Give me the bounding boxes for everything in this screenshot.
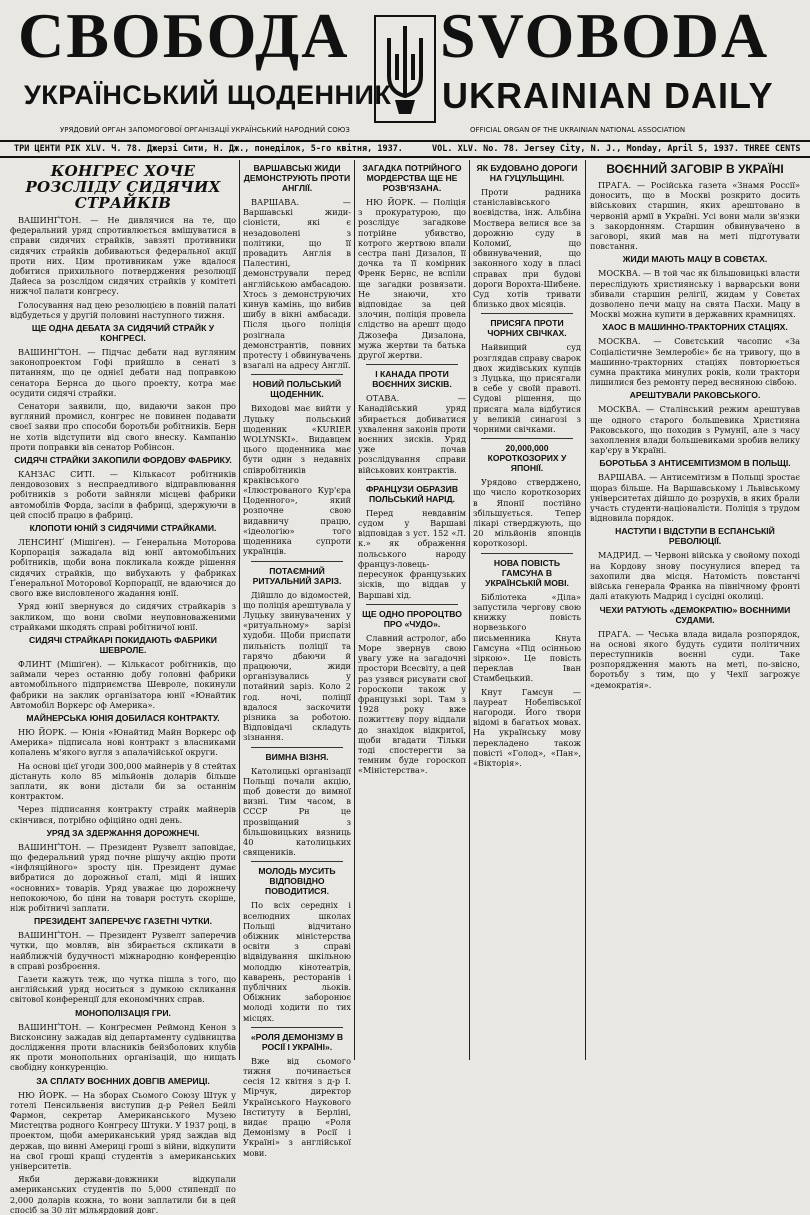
divider: [366, 479, 458, 480]
article-headline: УРЯД ЗА ЗДЕРЖАННЯ ДОРОЖНЕЧІ.: [46, 827, 200, 838]
article-headline: 20,000,000 КОРОТКОЗОРИХ У ЯПОНІЇ.: [487, 443, 567, 474]
article-paragraph: Газети кажуть теж, що чутка пішла з того, що англійський уряд носиться з думкою скликання світової конференції для економічних справ.: [10, 973, 236, 1005]
article-paragraph: ВАШИНҐТОН. — Підчас дебати над вугляним законопроектом Гофі прийшло в сенаті з питанням, що це однієї дебати над поправкою сенатора Бернса до цього проекту, котра має осудити сидячі страйки.: [10, 347, 236, 398]
column-rule: [239, 160, 240, 1060]
column-1: [10, 160, 236, 1215]
article-paragraph: МОСКВА. — Сталінський режим арештував ще одного старого большевика Християна Раковського, що походив з Румунії, але з часу захоплення влади большевиками зробив велику кар'єру в Україні.: [590, 404, 800, 456]
article-paragraph: Уряд юнії звернувся до сидячих страйкарів з закликом, що вони своїми неуповноваженими страйками шкодять справі робітничої юнії.: [10, 601, 236, 632]
article-paragraph: ЛЕНСИНҐ (Мішіґен). — Ґенеральна Моторова Корпорація зажадала від юнії автомобільних робітників, щоби вона покликала кожде рішення сидячих страйків, що вибухають у фабриках Ґенеральної Моторової Корпорації, не вдаючися до свого вже висловленого жадання юнії.: [10, 537, 236, 599]
article-paragraph: Кнут Гамсун — лауреат Нобелівської нагороди. Його твори відомі в багатьох мовах. На українську мову перекладено також повісті «Голод», «Пан», «Вікторія».: [473, 686, 581, 768]
article-paragraph: ВАШИНҐТОН. — Конґресмен Реймонд Кенон з Висконсину зажадав від департаменту судівництва дослідження проти власників бейзболових клубів як проти монопольних організацій, що нищать свобідну конкуренцію.: [10, 1021, 236, 1073]
masthead-title-ukrainian: СВОБОДА: [18, 0, 350, 71]
article-paragraph: ФЛИНТ (Мішіґен). — Кількасот робітників, що займали через останню добу головні фабрики автомобільного підприємства Шевроле, покинули фабрики на заклик організатора юнії «Юнайтик Автомобіл Воркерс оф Америка».: [10, 658, 236, 710]
column-3: [358, 160, 466, 1060]
article-headline: ЖИДИ МАЮТЬ МАЦУ В СОВЄТАХ.: [622, 254, 768, 265]
article-headline: І КАНАДА ПРОТИ ВОЄННИХ ЗИСКІВ.: [372, 369, 452, 390]
article-headline: ЩЕ ОДНА ДЕБАТА ЗА СИДЯЧИЙ СТРАЙК У КОНГРЕСІ.: [31, 323, 215, 344]
column-4: [473, 160, 581, 1060]
article-paragraph: Голосування над цею резолюцією в повній палаті відбудеться у другій половині наступного тижня.: [10, 299, 236, 320]
article-headline: ЗА СПЛАТУ ВОЄННИХ ДОВГІВ АМЕРИЦІ.: [36, 1075, 210, 1086]
article-paragraph: НЮ ЙОРК. — На зборах Сьомого Союзу Штук у готелі Пенсильвенія виступив д-р Рейел Бейлі Фармон, секретар Американського Музею Мистецтва родного Конгресу Штуки. У 1937 році, в проектом, щоби американський уряд заждав від держав, що винні Америці гроші з війни, відкупити на свої гроші кращі студентів з американських університетів.: [10, 1089, 236, 1172]
dateline-bar: [0, 140, 810, 158]
divider: [251, 747, 343, 748]
article-headline: ХАОС В МАШИННО-ТРАКТОРНИХ СТАЦІЯХ.: [602, 322, 788, 333]
divider: [481, 553, 573, 554]
article-paragraph: На основі цієї угоди 300,000 майнерів у 8 стейтах дістануть коло 85 мільйонів доларів більше заплати, як вони дістали би за останнім контрактом.: [10, 760, 236, 802]
column-5: [590, 160, 800, 1060]
column-2: [243, 160, 351, 1158]
article-headline: НОВА ПОВІСТЬ ГАМСУНА В УКРАЇНСЬКІЙ МОВІ.: [485, 557, 569, 588]
article-headline: МОНОПОЛІЗАЦІЯ ГРИ.: [75, 1007, 171, 1018]
article-paragraph: КАНЗАС СИТІ. — Кількасот робітників лендовозових з неспраедливого відправлювання робітників з роботи зайняли місцеві фабрики автомобілів Форда, засіли в фабриці, здержуючи в цей спосіб працю в фабриці.: [10, 469, 236, 520]
divider: [481, 438, 573, 439]
masthead-organ-ukrainian: УРЯДОВИЙ ОРГАН ЗАПОМОГОВОЇ ОРГАНІЗАЦІЇ УКРАЇНСЬКИЙ НАРОДНИЙ СОЮЗ: [60, 126, 350, 134]
masthead-subtitle-ukrainian: УКРАЇНСЬКИЙ ЩОДЕННИК: [24, 80, 392, 110]
article-headline: ВИМНА ВІЗНЯ.: [265, 751, 329, 762]
divider: [251, 1027, 343, 1028]
article-headline: ВАРШАВСЬКІ ЖИДИ ДЕМОНСТРУЮТЬ ПРОТИ АНГЛІЇ.: [243, 163, 351, 193]
article-paragraph: ВАРШАВА. — Варшавські жиди-сіоністи, які є незадоволені з політики, що її провадить Англія в Палестині, демонстрували перед англійською амбасадою. Хтось з демонструючих кинув камінь, що вибив шибу в вікні амбасади. Після цього поліція розігнала демонстрантів, повних протесту і обвинувачень взагалі на адресу Англії.: [243, 197, 351, 371]
article-paragraph: Через підписання контракту страйк майнерів скінчився, потрібно офіційно одні день.: [10, 804, 236, 825]
article-headline: ПРЕЗИДЕНТ ЗАПЕРЕЧУЄ ГАЗЕТНІ ЧУТКИ.: [34, 916, 212, 927]
article-headline: ПРИСЯГА ПРОТИ ЧОРНИХ СВІЧКАХ.: [487, 318, 567, 339]
article-headline: ЗАГАДКА ПОТРІЙНОГО МОРДЕРСТВА ЩЕ НЕ РОЗВ'ЯЗАНА.: [362, 163, 462, 193]
article-paragraph: НЮ ЙОРК. — Юнія «Юнайтид Майн Воркерс оф Америка» підписала нові контракт з власниками копалень м'якого вугля з апалачійської округи.: [10, 726, 236, 758]
article-paragraph: ВАШИНҐТОН. — Президент Рузвелт заповідає, що федеральний уряд почне рішучу акцію проти «інфляційного» зросту цін. Президент думає вибратися до дорожньої сталі, міді й інших «основних» товарів. Уряд уважає цю дорожнечу непокоючою, бо ціни на товари ростуть скоріше, ніж робітничі заплати.: [10, 841, 236, 913]
divider: [251, 861, 343, 862]
article-paragraph: Урядово стверджено, що число короткозорих в Японії постійно збільшується. Тепер лікарі стверджують, що 20 мільйонів японців короткозорі.: [473, 477, 581, 549]
article-headline: ЧЕХИ РАТУЮТЬ «ДЕМОКРАТІЮ» ВОЄННИМИ СУДАМИ.: [599, 604, 791, 625]
column-rule: [469, 160, 470, 1060]
article-paragraph: Бібліотека «Діла» запустила чергову свою книжку повість норвезького письменника Кнута Гамсуна «Під осінньою зіркою». Це повість переклав Іван Стамбецький.: [473, 591, 581, 684]
article-headline: СИДЯЧІ СТРАЙКИ ЗАКОПИЛИ ФОРДОВУ ФАБРИКУ.: [14, 455, 232, 466]
column-rule: [585, 160, 586, 1060]
article-paragraph: Якби держави-довжники відкупали американських студентів по 5,000 стипендії по 2,000 доларів кожна, то вони заплатили би в цей спосіб за 30 літ мільярдовий довг.: [10, 1174, 236, 1215]
article-headline: МОЛОДЬ МУСИТЬ ВІДПОВІДНО ПОВОДИТИСЯ.: [258, 866, 336, 897]
article-headline: ПОТАЄМНИЙ РИТУАЛЬНИЙ ЗАРІЗ.: [252, 565, 342, 586]
article-headline: МАЙНЕРСЬКА ЮНІЯ ДОБИЛАСЯ КОНТРАКТУ.: [26, 712, 220, 723]
article-headline: АРЕШТУВАЛИ РАКОВСЬКОГО.: [629, 390, 761, 401]
divider: [366, 364, 458, 365]
article-headline: ЩЕ ОДНО ПРОРОЦТВО ПРО «ЧУДО».: [362, 608, 462, 629]
article-paragraph: Найвищий суд розглядав справу сварок двох жидівських купців з Луцька, що присягали в себе у своїй правоті. Судові рішення, що присяга мала відбутися у великій синагозі з чорними свічками.: [473, 342, 581, 435]
divider: [366, 604, 458, 605]
dateline-ukrainian: ТРИ ЦЕНТИ РІК XLV. Ч. 78. Джерзі Сити, Н. Дж., понеділок, 5-го квітня, 1937.: [14, 144, 403, 154]
article-paragraph: ВАШИНҐТОН. — Президент Рузвелт заперечив чутки, що мовляв, він збирається скликати в найближчій будучності міжнародню конференцію в справі розброєння.: [10, 930, 236, 971]
divider: [481, 313, 573, 314]
article-paragraph: Вже від сьомого тижня починається сесія 12 квітня з д-р І. Мірчук, директор Українського Наукового Інституту в Берліні, видає працю «Роля Демонізму в Росії і Україні» з англійської мови.: [243, 1055, 351, 1158]
article-paragraph: ПРАГА. — Чеська влада видала розпорядок, на основі якого будуть судити політичних переступників воєнні суди. Таке розпорядження мають на меті, по-звісно, боротьбу з тим, що у Чехії загрожує «демократія».: [590, 628, 800, 690]
article-paragraph: Дійшло до відомостей, що поліція арештувала у Луцьку звинувачених у «ритуальному» зарізі худоби. Щоби приспати пильність поліції та гарячо дбаючи й працюючи, жиди організувались у потайний заріз. Коло 2 год. ночі, поліції вдалося заскочити різника за роботою. Відповідачі складуть зізнання.: [243, 589, 351, 743]
article-headline: БОРОТЬБА З АНТИСЕМІТИЗМОМ В ПОЛЬЩІ.: [599, 458, 791, 469]
divider: [251, 374, 343, 375]
article-headline: КОНГРЕС ХОЧЕ РОЗСЛІДУ СИДЯЧИХ СТРАЙКІВ: [25, 162, 221, 212]
article-headline: КЛОПОТИ ЮНІЙ З СИДЯЧИМИ СТРАЙКАМИ.: [29, 523, 217, 534]
article-headline: ЯК БУДОВАНО ДОРОГИ НА ГУЦУЛЬЩИНІ.: [476, 163, 578, 183]
article-paragraph: МОСКВА. — Совєтський часопис «За Соціалістичне Землеробіє» бє на тривогу, що в машинно-тракторних стаціях повторюється сумна практика минулих років, коли трактори лишилися без ремонту перед весняною сівбою.: [590, 336, 800, 388]
article-paragraph: Сенатори заявили, що, видаючи закон про вугляний промисл, конгрес не повинен подавати своєї заяви про способи боротьби робітників. Берн не хотів відступити від свого внеску. Кампанію проти поправки вів сенатор Робінсон.: [10, 401, 236, 452]
article-paragraph: Виходові має вийти у Луцьку польський щоденник «KURIER WOLYNSKI». Видавцем цього щоденника має бути один з недавніх співробітників краківського «Ілюстрованого Кур'єра Цоденного», який розпочне свою видавничу працю, «ідеологію» того щоденника супроти українців.: [243, 403, 351, 557]
article-headline: НОВИЙ ПОЛЬСЬКИЙ ЩОДЕННИК.: [252, 379, 342, 400]
article-paragraph: ОТАВА. — Канадійський уряд збирається добиватися ухвалення законів проти воєнних зисків. Уряд уже почав розслідування справи військових контрактів.: [358, 393, 466, 475]
article-headline: ФРАНЦУЗИ ОБРАЗИВ ПОЛЬСЬКИЙ НАРІД.: [365, 483, 459, 504]
article-paragraph: Проти радника станіславівського воєвідства, інж. Альбіна Моствера велися все за дорожню суду в Коломиї, що обвинувачений, що законного ходу в пласі справах при будові дороги Ворохта-Шибене. Суд хотів тривати близько двох місяців.: [473, 187, 581, 310]
dateline-english: VOL. XLV. No. 78. Jersey City, N. J., Monday, April 5, 1937. THREE CENTS: [432, 144, 801, 154]
article-paragraph: НЮ ЙОРК. — Поліція з прокуратурою, що розслідує загадкове потрійне убивство, котрого жертвою впали сестра пані Дизалон, її дочка та її комірник Френк Бернс, не вспіли ще загадки розвязати. Не знаючи, хто відповідає за цей злочин, поліція провела слідство на арешт щодо Джозефа Дизалона, мужа жертви та батька другої жертви.: [358, 197, 466, 361]
article-headline: ВОЄННИЙ ЗАГОВІР В УКРАЇНІ: [606, 162, 784, 176]
article-paragraph: Католицькі організації Польщі почали акцію, щоб довести до вимної визні. Тим часом, в СССР Рн це прозвіщаний з більшовицьких вязниць 40 католицьких священиків.: [243, 765, 351, 858]
article-paragraph: ПРАГА. — Російська газета «Знамя Россії» доносить, що в Москві розкрито досить військових старшин, яких арештовано в червоній армії в Україні. Усі вони мали зв'язки з закордонням. Старшин обвинувачено в заговорі, який мав на меті підготувати повстання.: [590, 180, 800, 252]
divider: [251, 561, 343, 562]
article-paragraph: ВАШИНҐТОН. — Не дивлячися на те, що федеральний уряд спротивлюється вмішуватися в справи сидячих страйків, завзяті противники сидячих страйків добиваються федеральної акції проти них. Цим противникам уже вдалося добитися прихильного потвердження резолюції Дайеса за розслідом сидячих страйків у комітеті нижчої палати конгресу.: [10, 215, 236, 297]
article-paragraph: МОСКВА. — В той час як більшовицькі власти переслідують християнську і варварськи вони збивали старшин релігії, жидам у Совєтах дозволено печи мацу на свята Пасхи. Мацу в Москві можна купити в державних крамницях.: [590, 268, 800, 320]
masthead-title-english: SVOBODA: [440, 0, 770, 71]
article-paragraph: По всіх середніх і вселюдних школах Польщі відчитано обіжник міністерства освіти з справі відвідування шкільною молоддю кінотеатрів, каварень, ресторанів і публічних льоків. Обіжник заборонює молоді ходити по тих місцях.: [243, 900, 351, 1023]
column-rule: [354, 160, 355, 1060]
masthead-subtitle-english: UKRAINIAN DAILY: [442, 75, 774, 116]
article-paragraph: Перед невдавнім судом у Варшаві відповідав з уст. 152 «Л. к.» як ображення польського народу француз-ловець-пересунок французьких зісків, що віддав у Варшаві хід.: [358, 507, 466, 600]
article-headline: «РОЛЯ ДЕМОНІЗМУ В РОСІЇ І УКРАЇНІ».: [250, 1031, 344, 1052]
article-headline: СИДЯЧІ СТРАЙКАРІ ПОКИДАЮТЬ ФАБРИКИ ШЕВРОЛЕ.: [29, 634, 217, 655]
article-paragraph: ВАРШАВА. — Антисемітизм в Польщі зростає щораз більше. На Варшавському і Львівському університетах дійшло до розрухів, в яких брали участь студенти-націоналісти. Поліція з трудом відновила порядок.: [590, 472, 800, 524]
article-headline: НАСТУПИ І ВІДСТУПИ В ЕСПАНСЬКІЙ РЕВОЛЮЦІЇ.: [615, 526, 775, 547]
masthead-organ-english: OFFICIAL ORGAN OF THE UKRAINIAN NATIONAL ASSOCIATION: [470, 126, 686, 134]
article-paragraph: Славний астролог, або Море звернув свою увагу уже на загадочні простори Всесвіту, а цей раз узявся рисувати свої гороскопи також у французькі зорі. Там з 1928 року вже пожиттєву пору віддали до знахідок відкритої, щоби вгадати Тільки тоді спостерегти за темним буде гороскоп «Міністерства».: [358, 632, 466, 776]
masthead: [0, 0, 810, 150]
article-paragraph: МАДРИД. — Червоні війська у свойому поході на Кордову знову посунулися вперед та захопили два місця. Натомість повстанчі війська генерала Франка на північному фронті далі атакують Мадрид і сусідні околиці.: [590, 550, 800, 602]
